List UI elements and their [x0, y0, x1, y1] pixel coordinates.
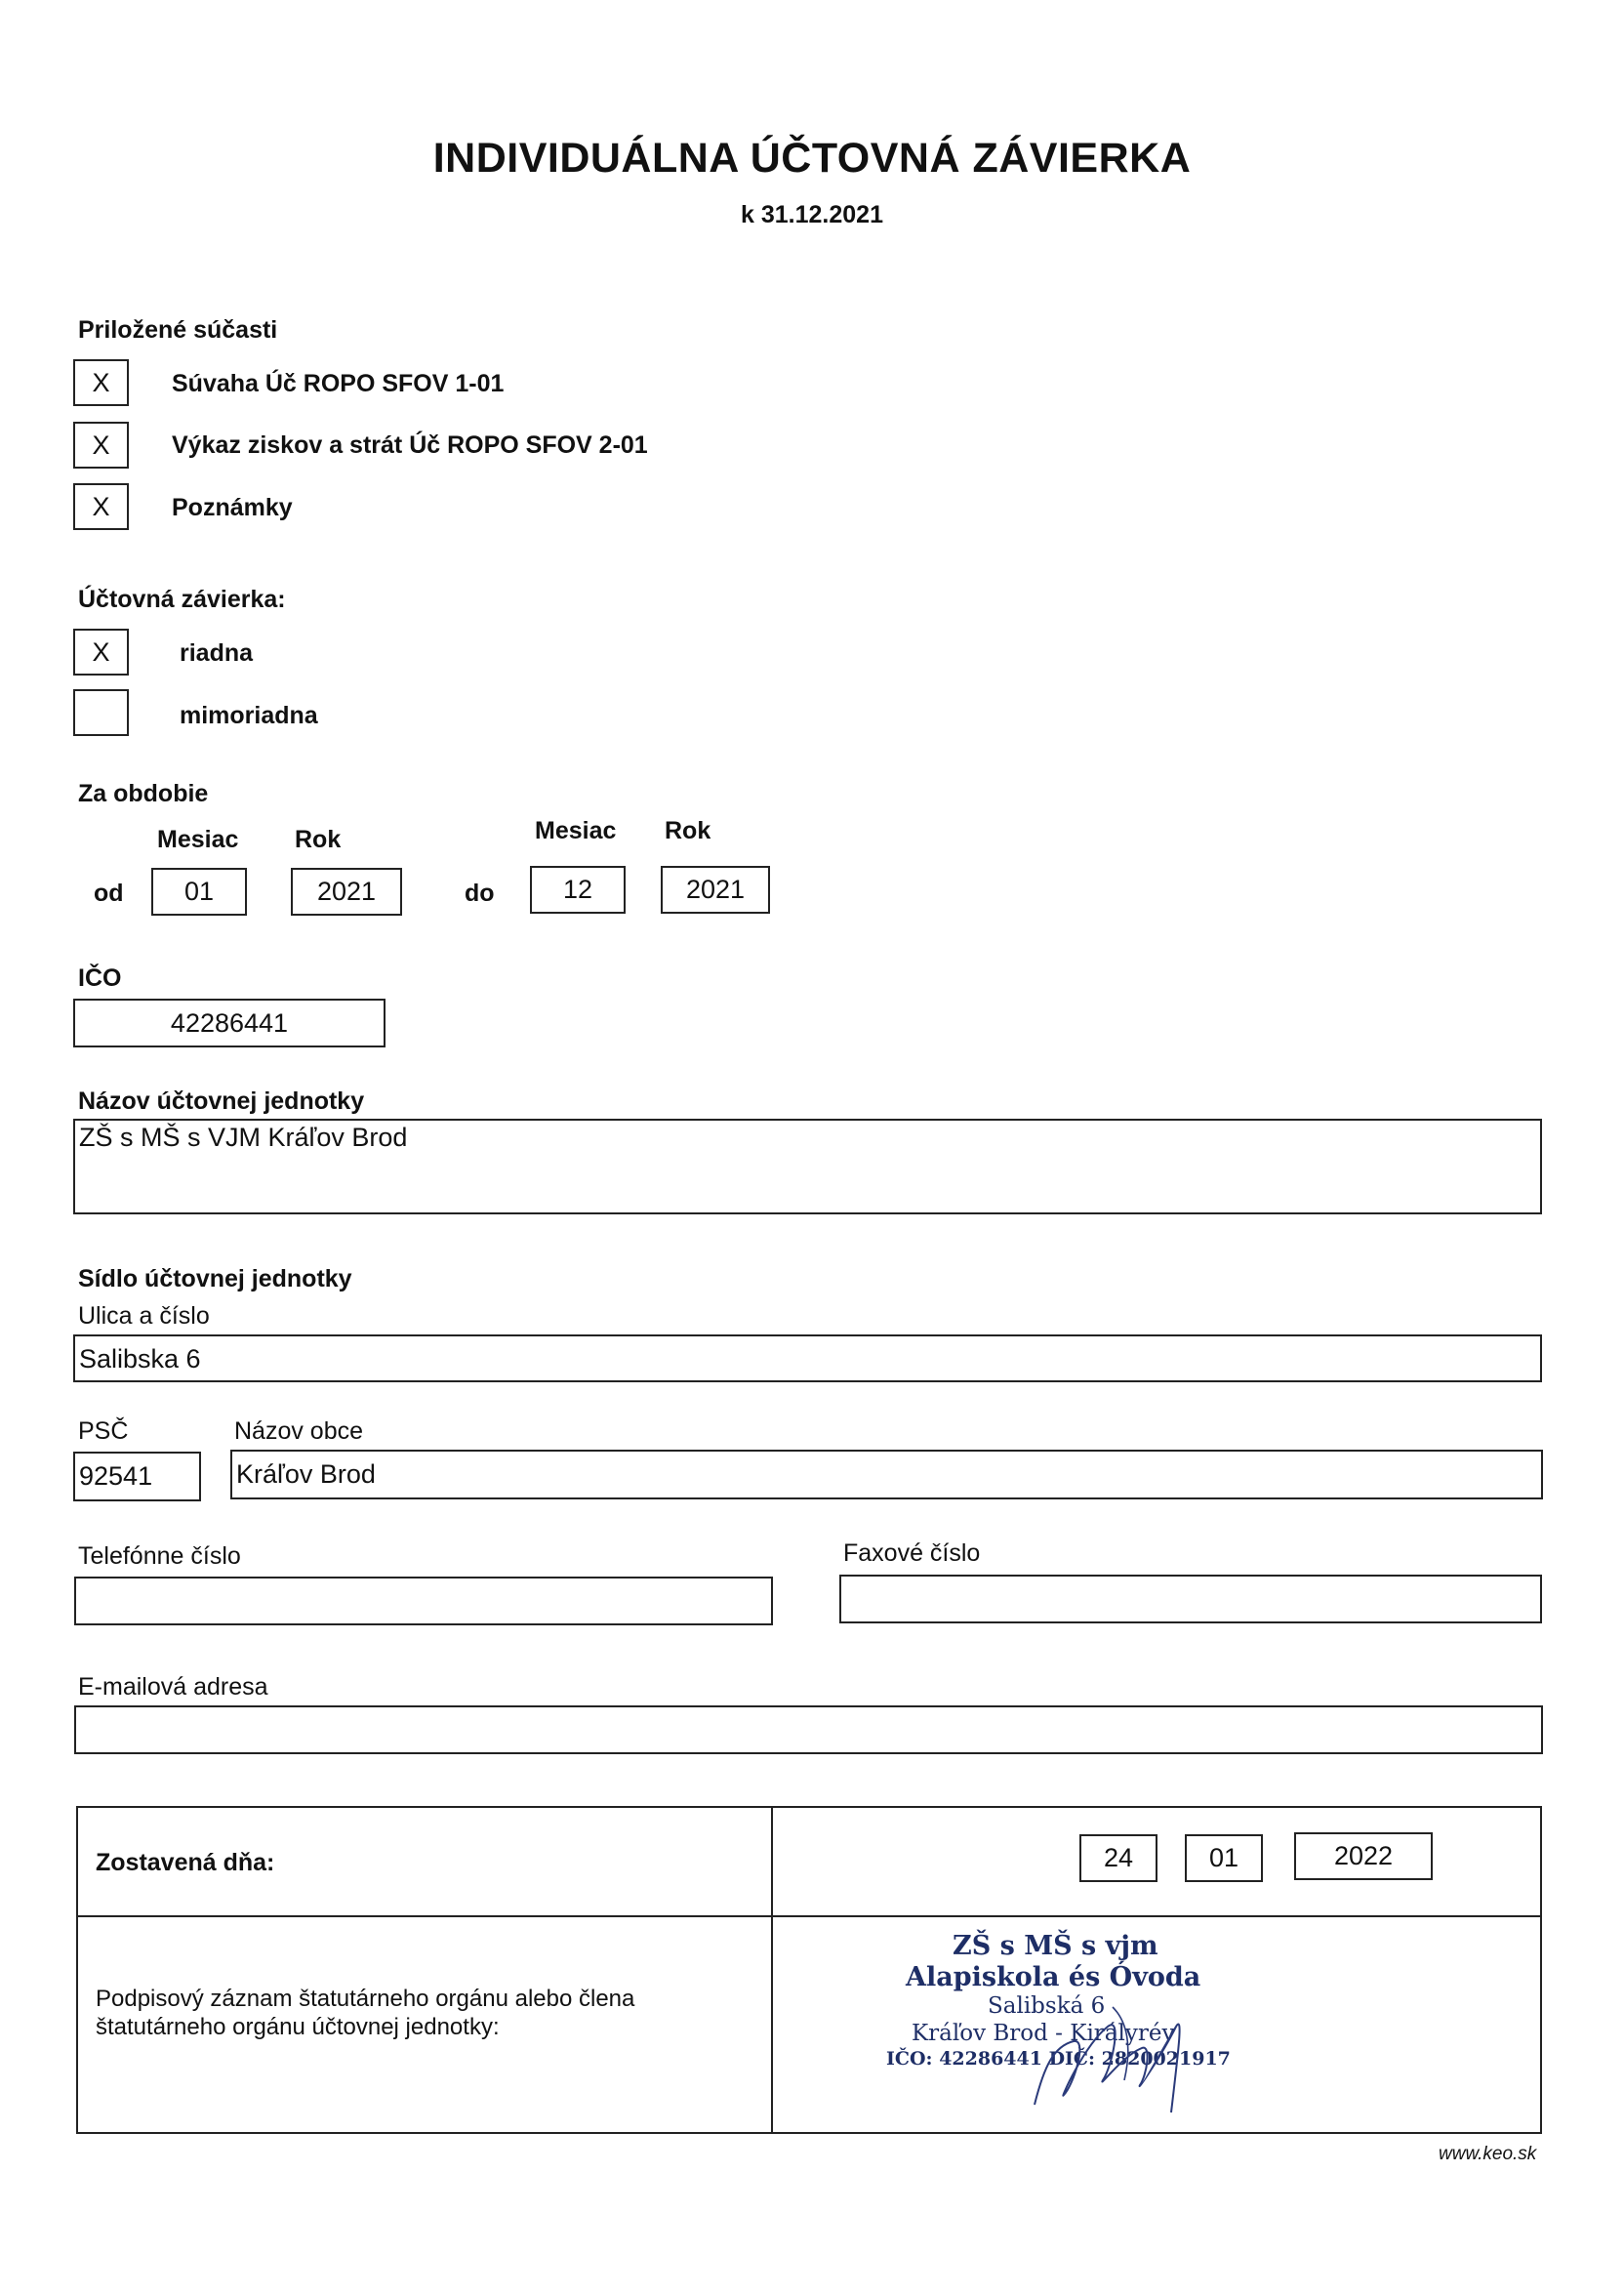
period-from-month[interactable]: 01: [151, 868, 247, 916]
email-field[interactable]: [74, 1705, 1543, 1754]
checkbox-riadna[interactable]: X: [73, 629, 129, 676]
fax-label: Faxové číslo: [843, 1539, 981, 1567]
official-stamp: [859, 1929, 1327, 2124]
signature-label-line1: Podpisový záznam štatutárneho orgánu alebo člena: [96, 1986, 635, 2012]
psc-label: PSČ: [78, 1417, 129, 1445]
stamp-line1: ZŠ s MŠ s vjm: [953, 1931, 1158, 1961]
psc-field[interactable]: 92541: [73, 1452, 201, 1501]
period-from-month-label: Mesiac: [157, 826, 239, 853]
street-field[interactable]: Salibska 6: [73, 1334, 1542, 1382]
compiled-day[interactable]: 24: [1079, 1834, 1157, 1882]
fax-field[interactable]: [839, 1575, 1542, 1623]
entity-name-label: Názov účtovnej jednotky: [78, 1087, 365, 1115]
checkbox-mimoriadna[interactable]: [73, 689, 129, 736]
label-poznamky: Poznámky: [172, 494, 293, 521]
seat-heading: Sídlo účtovnej jednotky: [78, 1265, 352, 1292]
signature-stroke: [1035, 2025, 1180, 2112]
stamp-line2: Alapiskola és Óvoda: [906, 1962, 1201, 1992]
period-from-year[interactable]: 2021: [291, 868, 402, 916]
city-label: Názov obce: [234, 1417, 364, 1445]
compiled-month[interactable]: 01: [1185, 1834, 1263, 1882]
table-vertical-divider: [771, 1806, 773, 2134]
period-to-year[interactable]: 2021: [661, 866, 770, 914]
email-label: E-mailová adresa: [78, 1673, 268, 1701]
signature-scribble: [1015, 1988, 1210, 2114]
period-from-year-label: Rok: [295, 826, 342, 853]
table-horizontal-divider: [76, 1915, 1542, 1917]
checkbox-vykaz[interactable]: X: [73, 422, 129, 469]
period-to-label: do: [465, 880, 495, 907]
city-field[interactable]: Kráľov Brod: [230, 1450, 1543, 1499]
footer-site: www.keo.sk: [1439, 2144, 1537, 2164]
period-from-label: od: [94, 880, 124, 907]
phone-field[interactable]: [74, 1577, 773, 1625]
period-heading: Za obdobie: [78, 780, 209, 807]
street-label: Ulica a číslo: [78, 1302, 210, 1330]
period-to-month-label: Mesiac: [535, 817, 617, 844]
ico-field[interactable]: 42286441: [73, 999, 386, 1047]
label-vykaz: Výkaz ziskov a strát Úč ROPO SFOV 2-01: [172, 431, 648, 459]
period-to-month[interactable]: 12: [530, 866, 626, 914]
stamp-line4: Kráľov Brod - Királyrév: [912, 2021, 1175, 2046]
label-mimoriadna: mimoriadna: [180, 702, 318, 729]
document-title: INDIVIDUÁLNA ÚČTOVNÁ ZÁVIERKA: [432, 135, 1192, 182]
stamp-line3: Salibská 6: [988, 1993, 1106, 2019]
compiled-label: Zostavená dňa:: [96, 1849, 275, 1876]
period-to-year-label: Rok: [665, 817, 711, 844]
components-heading: Priložené súčasti: [78, 316, 278, 344]
label-riadna: riadna: [180, 639, 254, 667]
phone-label: Telefónne číslo: [78, 1542, 241, 1570]
entity-name-field[interactable]: ZŠ s MŠ s VJM Kráľov Brod: [73, 1119, 1542, 1214]
signature-label-line2: štatutárneho orgánu účtovnej jednotky:: [96, 2014, 500, 2040]
ico-label: IČO: [78, 964, 122, 992]
stamp-line5: IČO: 42286441 DIČ: 2820021917: [886, 2048, 1231, 2070]
statement-type-heading: Účtovná závierka:: [78, 586, 286, 613]
checkbox-suvaha[interactable]: X: [73, 359, 129, 406]
compiled-year[interactable]: 2022: [1294, 1832, 1433, 1880]
document-date: k 31.12.2021: [741, 201, 883, 228]
checkbox-poznamky[interactable]: X: [73, 483, 129, 530]
label-suvaha: Súvaha Úč ROPO SFOV 1-01: [172, 370, 505, 397]
